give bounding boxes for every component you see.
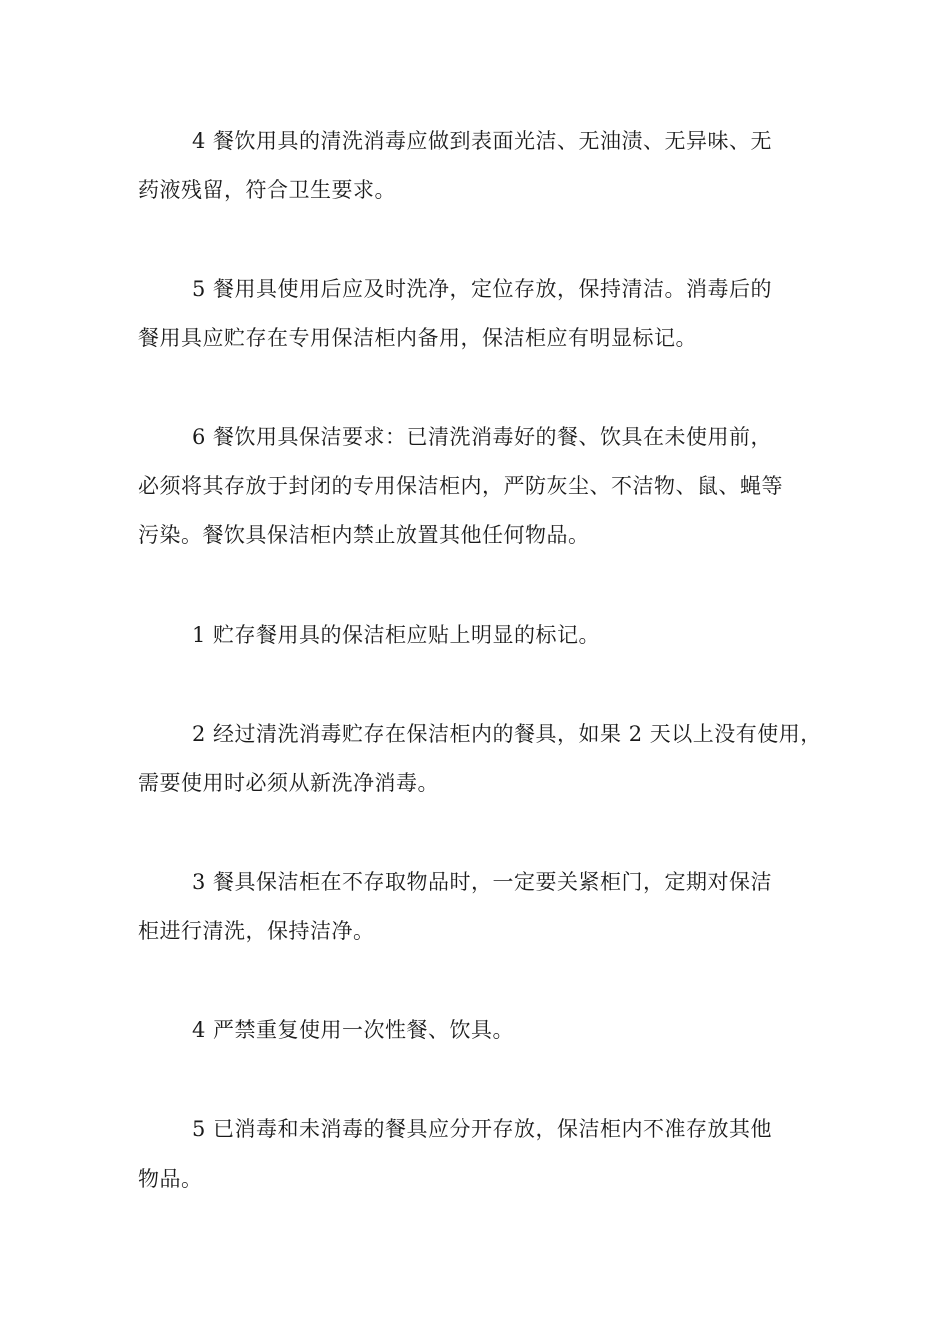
paragraph-line: 5 餐用具使用后应及时洗净，定位存放，保持清洁。消毒后的: [192, 277, 773, 301]
paragraph-line: 药液残留，符合卫生要求。: [138, 178, 396, 202]
paragraph-line: 物品。: [138, 1167, 203, 1191]
paragraph-line: 必须将其存放于封闭的专用保洁柜内，严防灰尘、不洁物、鼠、蝇等: [138, 474, 783, 498]
paragraph-line: 柜进行清洗，保持洁净。: [138, 919, 375, 943]
paragraph-line: 污染。餐饮具保洁柜内禁止放置其他任何物品。: [138, 523, 590, 547]
paragraph-line: 3 餐具保洁柜在不存取物品时，一定要关紧柜门，定期对保洁: [192, 870, 773, 894]
paragraph-line: 6 餐饮用具保洁要求：已清洗消毒好的餐、饮具在未使用前，: [192, 425, 773, 449]
paragraph-line: 4 餐饮用具的清洗消毒应做到表面光洁、无油渍、无异味、无: [192, 129, 773, 153]
paragraph-line: 1 贮存餐用具的保洁柜应贴上明显的标记。: [192, 623, 601, 647]
paragraph-line: 需要使用时必须从新洗净消毒。: [138, 771, 439, 795]
paragraph-line: 5 已消毒和未消毒的餐具应分开存放，保洁柜内不准存放其他: [192, 1117, 773, 1141]
paragraph-line: 4 严禁重复使用一次性餐、饮具。: [192, 1018, 515, 1042]
paragraph-line: 餐用具应贮存在专用保洁柜内备用，保洁柜应有明显标记。: [138, 326, 697, 350]
paragraph-line: 2 经过清洗消毒贮存在保洁柜内的餐具，如果 2 天以上没有使用，: [192, 722, 822, 746]
